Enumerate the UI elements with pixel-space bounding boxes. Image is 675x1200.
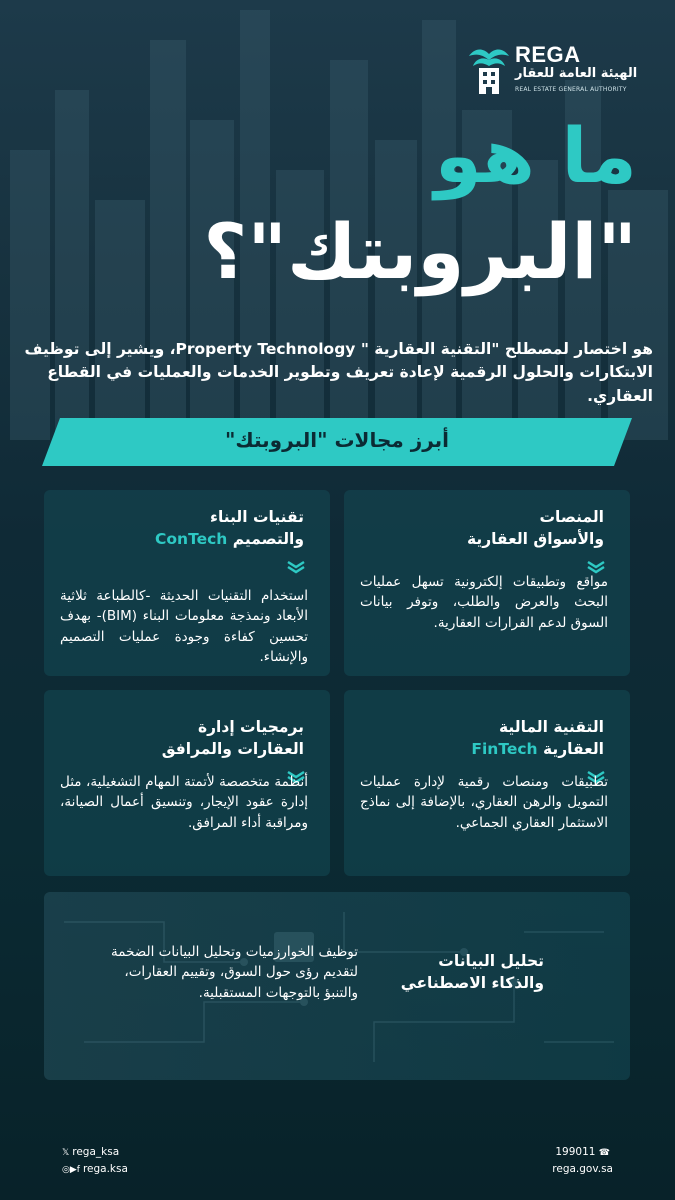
card-contech bbox=[44, 490, 330, 676]
card-description: توظيف الخوارزميات وتحليل البيانات الضخمة لتقديم رؤى حول السوق، وتقييم العقارات، والتنبؤ بالتوجهات المستقبلية. bbox=[111, 944, 358, 1001]
card-description: مواقع وتطبيقات إلكترونية تسهل عمليات البحث والعرض والطلب، وتوفر بيانات السوق لدعم القرارات العقارية. bbox=[360, 574, 608, 631]
card-title-en: ConTech bbox=[155, 530, 228, 549]
card-title bbox=[401, 950, 544, 995]
footer-social-line bbox=[62, 1161, 128, 1178]
card-title-en: FinTech bbox=[471, 740, 538, 759]
chevron-down-icon bbox=[286, 560, 306, 574]
card-data-ai bbox=[44, 892, 630, 1080]
footer-social bbox=[62, 1144, 128, 1178]
card-title-line1: المنصات bbox=[539, 508, 604, 526]
card-title-line1: برمجيات إدارة bbox=[197, 718, 304, 736]
logo-name: REGA bbox=[515, 42, 581, 67]
card-title bbox=[162, 716, 304, 761]
page-title-line1: ما هو bbox=[434, 111, 637, 200]
card-title-line2: والذكاء الاصطناعي bbox=[400, 974, 544, 993]
palm-logo-icon bbox=[467, 44, 511, 96]
social-handle[interactable]: rega.ksa bbox=[82, 1162, 128, 1175]
logo-name-arabic: الهيئة العامة للعقار bbox=[515, 66, 638, 81]
page-title-line2: "البروبتك"؟ bbox=[203, 207, 637, 296]
rega-logo bbox=[467, 42, 647, 102]
card-fintech bbox=[344, 690, 630, 876]
card-title-line2: والأسواق العقارية bbox=[466, 530, 604, 549]
card-title-line2 bbox=[471, 738, 604, 760]
footer-contact bbox=[552, 1144, 613, 1178]
card-property-management bbox=[44, 690, 330, 876]
logo-name-english: REAL ESTATE GENERAL AUTHORITY bbox=[515, 86, 627, 93]
x-icon: 𝕏 bbox=[62, 1148, 70, 1158]
card-description: أنظمة متخصصة لأتمتة المهام التشغيلية، مثل إدارة عقود الإيجار، وتنسيق أعمال الصيانة، ومراقبة أداء المرافق. bbox=[60, 774, 308, 831]
phone-number[interactable]: 199011 bbox=[555, 1146, 596, 1158]
card-title-line2-ar: والتصميم bbox=[232, 530, 304, 549]
intro-paragraph: هو اختصار لمصطلح "التقنية العقارية " Property Technology، ويشير إلى توظيف الابتكارات والحلول الرقمية لإعادة تعريف وتطوير الخدمات والعمليات في القطاع العقاري. bbox=[24, 340, 653, 405]
footer-phone-line bbox=[552, 1144, 613, 1161]
footer-x-line bbox=[62, 1144, 128, 1161]
banner-title: أبرز مجالات "البروبتك" bbox=[224, 428, 450, 452]
card-platforms bbox=[344, 490, 630, 676]
card-description: تطبيقات ومنصات رقمية لإدارة عمليات التمويل والرهن العقاري، بالإضافة إلى نماذج الاستثمار العقاري الجماعي. bbox=[360, 774, 608, 831]
card-title bbox=[155, 506, 304, 551]
section-banner bbox=[42, 418, 632, 466]
phone-icon: ☎ bbox=[598, 1148, 610, 1158]
card-title-line1: تقنيات البناء bbox=[210, 508, 304, 526]
card-title-line1: التقنية المالية bbox=[499, 718, 604, 736]
website-link[interactable]: rega.gov.sa bbox=[552, 1162, 613, 1175]
x-handle[interactable]: rega_ksa bbox=[72, 1146, 120, 1158]
card-title bbox=[467, 506, 604, 551]
card-title bbox=[471, 716, 604, 761]
card-description: استخدام التقنيات الحديثة -كالطباعة ثلاثية الأبعاد ونمذجة معلومات البناء (BIM)- بهدف تحسين كفاءة وجودة عمليات التصميم والإنشاء. bbox=[60, 588, 308, 665]
card-title-line2 bbox=[155, 528, 304, 550]
social-icons: ◎▶f bbox=[62, 1164, 80, 1175]
card-title-line1: تحليل البيانات bbox=[438, 952, 544, 970]
card-title-line2-ar: العقارية bbox=[542, 740, 604, 759]
card-title-line2: العقارات والمرافق bbox=[161, 740, 304, 759]
